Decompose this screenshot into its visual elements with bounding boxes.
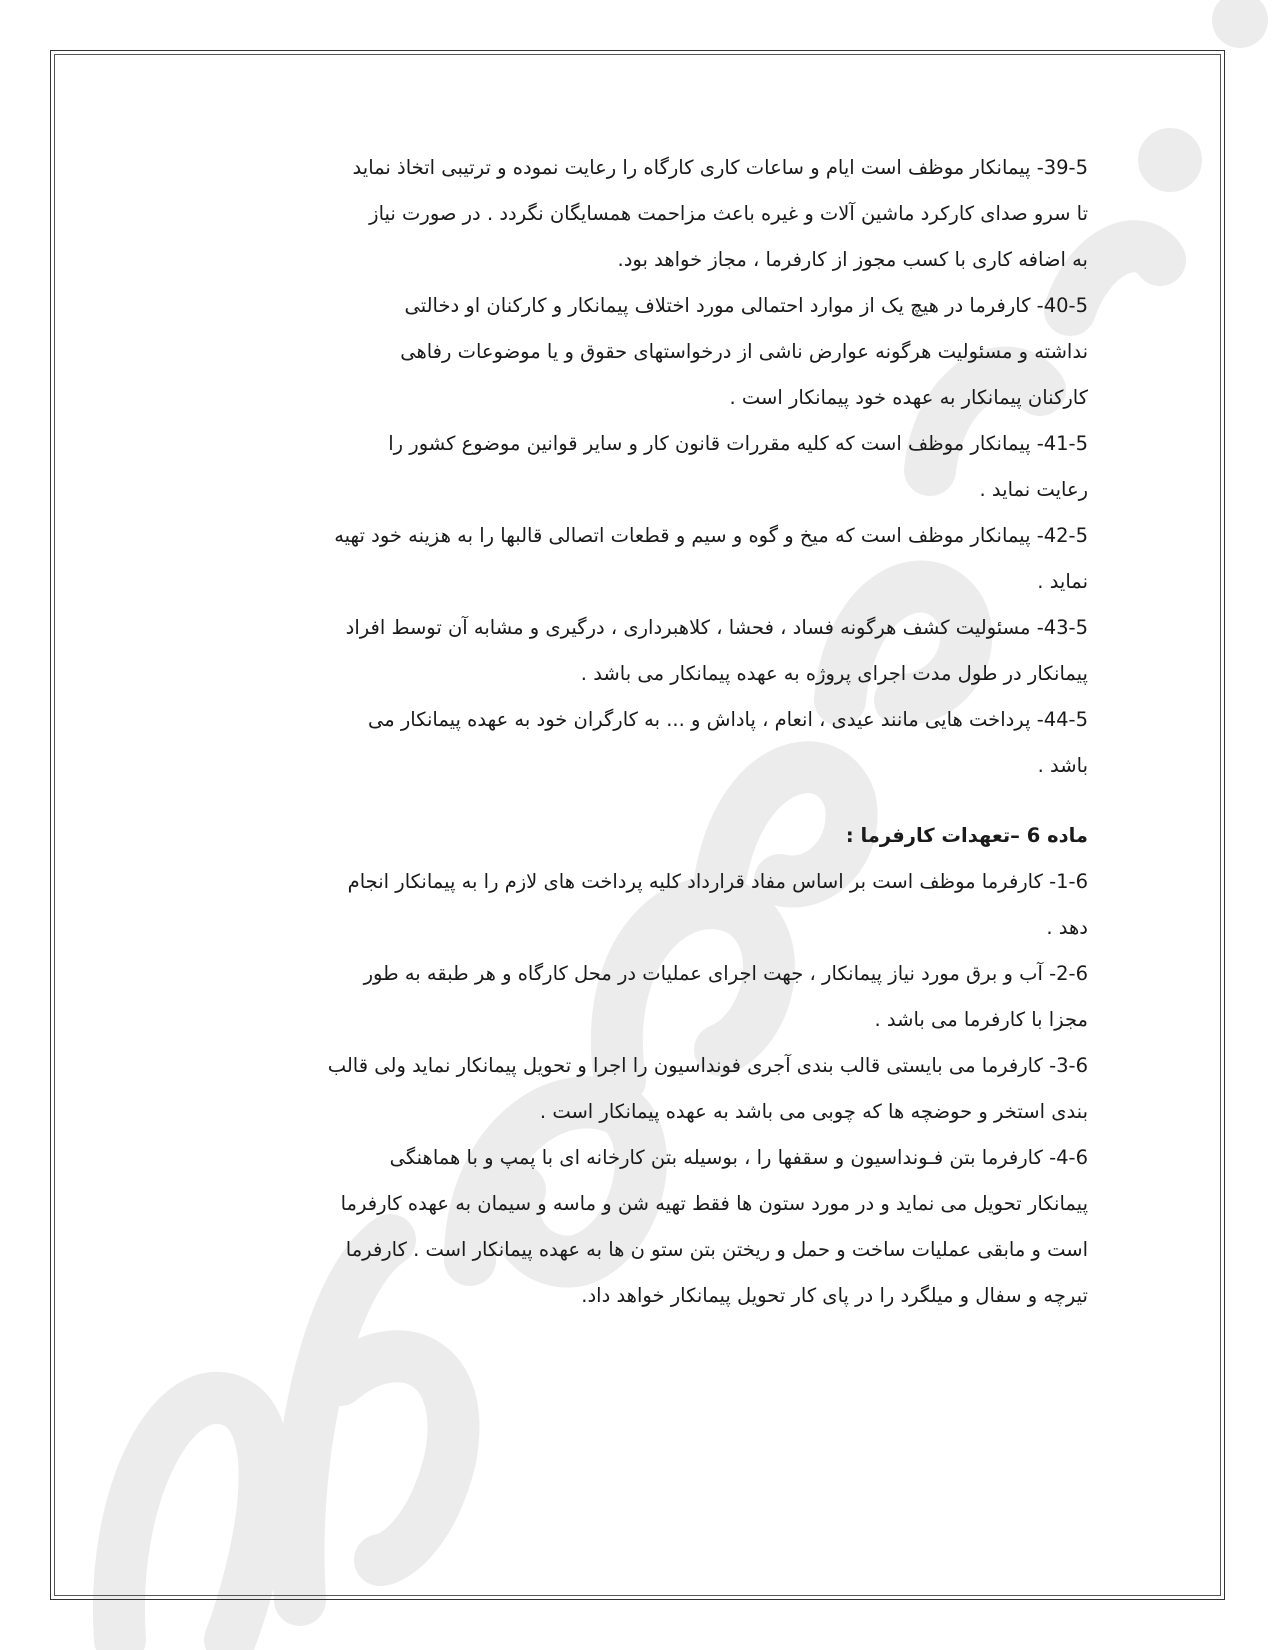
text-line: رعایت نماید . — [979, 478, 1088, 501]
paragraph-5-42 — [180, 513, 1088, 605]
text-line: 3-6- کارفرما می بایستی قالب بندی آجری فونداسیون را اجرا و تحویل پیمانکار نماید ولی قالب — [327, 1054, 1088, 1077]
paragraph-5-41 — [180, 421, 1088, 513]
text-line: نماید . — [1037, 570, 1088, 593]
text-line: کارکنان پیمانکار به عهده خود پیمانکار است . — [729, 386, 1088, 409]
text-line: به اضافه کاری با کسب مجوز از کارفرما ، مجاز خواهد بود. — [617, 248, 1088, 271]
text-line: 40-5- کارفرما در هیچ یک از موارد احتمالی مورد اختلاف پیمانکار و کارکنان او دخالتی — [404, 294, 1088, 317]
text-line: 42-5- پیمانکار موظف است که میخ و گوه و سیم و قطعات اتصالی قالبها را به هزینه خود تهیه — [334, 524, 1088, 547]
text-line: 39-5- پیمانکار موظف است ایام و ساعات کاری کارگاه را رعایت نموده و ترتیبی اتخاذ نماید — [352, 156, 1088, 179]
text-line: پیمانکار تحویل می نماید و در مورد ستون ها فقط تهیه شن و ماسه و سیمان به عهده کارفرما — [340, 1192, 1088, 1215]
text-line: است و مابقی عملیات ساخت و حمل و ریختن بتن ستو ن ها به عهده پیمانکار است . کارفرما — [345, 1238, 1088, 1261]
text-line: 2-6- آب و برق مورد نیاز پیمانکار ، جهت اجرای عملیات در محل کارگاه و هر طبقه به طور — [363, 962, 1088, 985]
text-line: نداشته و مسئولیت هرگونه عوارض ناشی از درخواستهای حقوق و یا موضوعات رفاهی — [400, 340, 1088, 363]
text-line: دهد . — [1046, 916, 1088, 939]
text-line: 44-5- پرداخت هایی مانند عیدی ، انعام ، پاداش و ... به کارگران خود به عهده پیمانکار می — [367, 708, 1088, 731]
paragraph-6-4 — [180, 1135, 1088, 1319]
text-line: تیرچه و سفال و میلگرد را در پای کار تحویل پیمانکار خواهد داد. — [581, 1284, 1088, 1307]
section-gap — [180, 789, 1088, 813]
text-line: 1-6- کارفرما موظف است بر اساس مفاد قرارداد کلیه پرداخت های لازم را به پیمانکار انجام — [347, 870, 1088, 893]
text-line: تا سرو صدای کارکرد ماشین آلات و غیره باعث مزاحمت همسایگان نگردد . در صورت نیاز — [369, 202, 1088, 225]
text-line: 43-5- مسئولیت کشف هرگونه فساد ، فحشا ، کلاهبرداری ، درگیری و مشابه آن توسط افراد — [345, 616, 1088, 639]
document-body — [180, 145, 1088, 1319]
text-line: پیمانکار در طول مدت اجرای پروژه به عهده پیمانکار می باشد . — [580, 662, 1088, 685]
text-line: 41-5- پیمانکار موظف است که کلیه مقررات قانون کار و سایر قوانین موضوع کشور را — [388, 432, 1088, 455]
text-line: مجزا با کارفرما می باشد . — [874, 1008, 1088, 1031]
section-heading: ماده 6 –تعهدات کارفرما : — [845, 824, 1088, 847]
paragraph-5-44 — [180, 697, 1088, 789]
paragraph-6-2 — [180, 951, 1088, 1043]
paragraph-5-40 — [180, 283, 1088, 421]
text-line: باشد . — [1037, 754, 1088, 777]
paragraph-5-43 — [180, 605, 1088, 697]
text-line: 4-6- کارفرما بتن فـونداسیون و سقفها را ، بوسیله بتن کارخانه ای با پمپ و با هماهنگی — [389, 1146, 1088, 1169]
paragraph-6-3 — [180, 1043, 1088, 1135]
paragraph-6-1 — [180, 859, 1088, 951]
paragraph-5-39 — [180, 145, 1088, 283]
text-line: بندی استخر و حوضچه ها که چوبی می باشد به عهده پیمانکار است . — [539, 1100, 1088, 1123]
